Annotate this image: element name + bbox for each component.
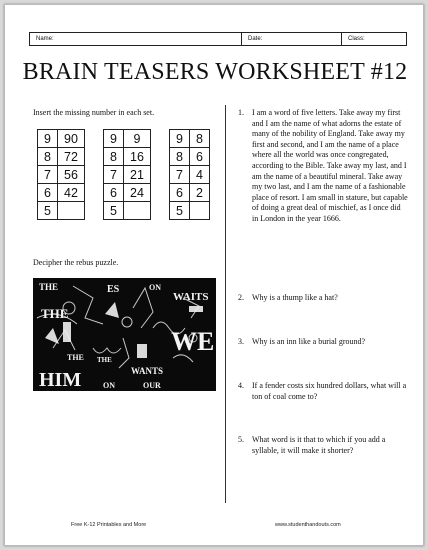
grid-cell: 4 (190, 166, 210, 184)
question-number: 4. (238, 381, 244, 390)
grid-cell: 7 (170, 166, 190, 184)
question-item (238, 435, 408, 456)
grid-cell: 56 (58, 166, 85, 184)
column-divider (225, 105, 226, 503)
missing-number-instruction: Insert the missing number in each set. (33, 108, 155, 117)
number-grid-3 (169, 129, 210, 220)
grid-cell: 8 (190, 130, 210, 148)
number-grid-1 (37, 129, 85, 220)
name-label: Name: (36, 36, 54, 42)
grid-row (170, 130, 210, 148)
rebus-word: WANTS (131, 366, 164, 376)
question-text: Why is a thump like a hat? (252, 293, 338, 302)
grid-row (170, 202, 210, 220)
grid-row (38, 184, 85, 202)
class-label: Class: (348, 36, 365, 42)
grid-row (170, 184, 210, 202)
grid-row (38, 166, 85, 184)
worksheet-page (4, 4, 424, 546)
grid-cell: 16 (124, 148, 151, 166)
rebus-word: ES (107, 284, 120, 295)
grid-row (38, 130, 85, 148)
question-item (238, 337, 408, 348)
question-number: 3. (238, 337, 244, 346)
rebus-word: THE (41, 306, 69, 321)
page-title: BRAIN TEASERS WORKSHEET #12 (22, 59, 408, 85)
grid-row (38, 202, 85, 220)
question-text: What word is it that to which if you add a syllable, it will make it shorter? (252, 435, 386, 455)
rebus-instruction: Decipher the rebus puzzle. (33, 258, 119, 267)
rebus-illustration (33, 278, 216, 391)
rebus-word: HIM (39, 369, 82, 391)
question-text: Why is an inn like a burial ground? (252, 337, 366, 346)
grid-cell: 9 (170, 130, 190, 148)
question-item (238, 108, 408, 225)
rebus-word: WAITS (173, 291, 209, 303)
grid-cell-blank (190, 202, 210, 220)
grid-cell: 8 (104, 148, 124, 166)
grid-cell: 7 (104, 166, 124, 184)
grid-cell: 72 (58, 148, 85, 166)
rebus-word: WE (171, 327, 215, 356)
rebus-word: THE (39, 282, 59, 292)
grid-cell: 9 (124, 130, 151, 148)
grid-cell-blank (124, 202, 151, 220)
grid-cell: 8 (38, 148, 58, 166)
grid-cell: 2 (190, 184, 210, 202)
question-text: If a fender costs six hundred dollars, what will a ton of coal come to? (252, 381, 407, 401)
grid-cell: 5 (104, 202, 124, 220)
grid-row (38, 148, 85, 166)
grid-row (104, 202, 151, 220)
grid-row (104, 148, 151, 166)
grid-row (104, 130, 151, 148)
rebus-word: ON (149, 283, 161, 292)
rebus-puzzle-image (33, 278, 216, 391)
grid-cell: 8 (170, 148, 190, 166)
grid-cell: 6 (38, 184, 58, 202)
grid-cell: 6 (170, 184, 190, 202)
grid-cell: 5 (38, 202, 58, 220)
rebus-word: OUR (143, 381, 161, 390)
question-number: 2. (238, 293, 244, 302)
rebus-word: THE (97, 356, 112, 364)
grid-row (104, 166, 151, 184)
footer-left-text: Free K-12 Printables and More (71, 522, 147, 528)
student-info-bar (29, 32, 407, 46)
grid-cell: 42 (58, 184, 85, 202)
question-number: 1. (238, 108, 244, 117)
grid-cell: 90 (58, 130, 85, 148)
grid-row (170, 166, 210, 184)
number-grid-2 (103, 129, 151, 220)
date-field (242, 33, 342, 45)
question-text: I am a word of five letters. Take away my first and I am the name of what adorns the estate of many of the nobility of England. Take away my first and second, and I am the name of a place where all the world was once congregated, according to the Bible. Take away my last, and I am the name of a beautiful mineral. Take away my two last, and I am the name of a fashionable place of resort. I am small in stature, but capable of doing a great deal of mischief, as I once did in London in the year 1666. (252, 108, 408, 223)
grid-cell: 9 (104, 130, 124, 148)
grid-cell: 9 (38, 130, 58, 148)
grid-cell: 6 (190, 148, 210, 166)
name-field (30, 33, 242, 45)
footer-website: www.studenthandouts.com (275, 522, 341, 528)
grid-cell-blank (58, 202, 85, 220)
grid-cell: 6 (104, 184, 124, 202)
date-label: Date: (248, 36, 263, 42)
rebus-word: ON (103, 381, 115, 390)
rebus-word: THE (67, 353, 84, 362)
grid-cell: 24 (124, 184, 151, 202)
question-number: 5. (238, 435, 244, 444)
question-item (238, 293, 408, 304)
class-field (342, 33, 406, 45)
grid-cell: 5 (170, 202, 190, 220)
question-item (238, 381, 408, 402)
grid-row (104, 184, 151, 202)
grid-row (170, 148, 210, 166)
grid-cell: 21 (124, 166, 151, 184)
grid-cell: 7 (38, 166, 58, 184)
